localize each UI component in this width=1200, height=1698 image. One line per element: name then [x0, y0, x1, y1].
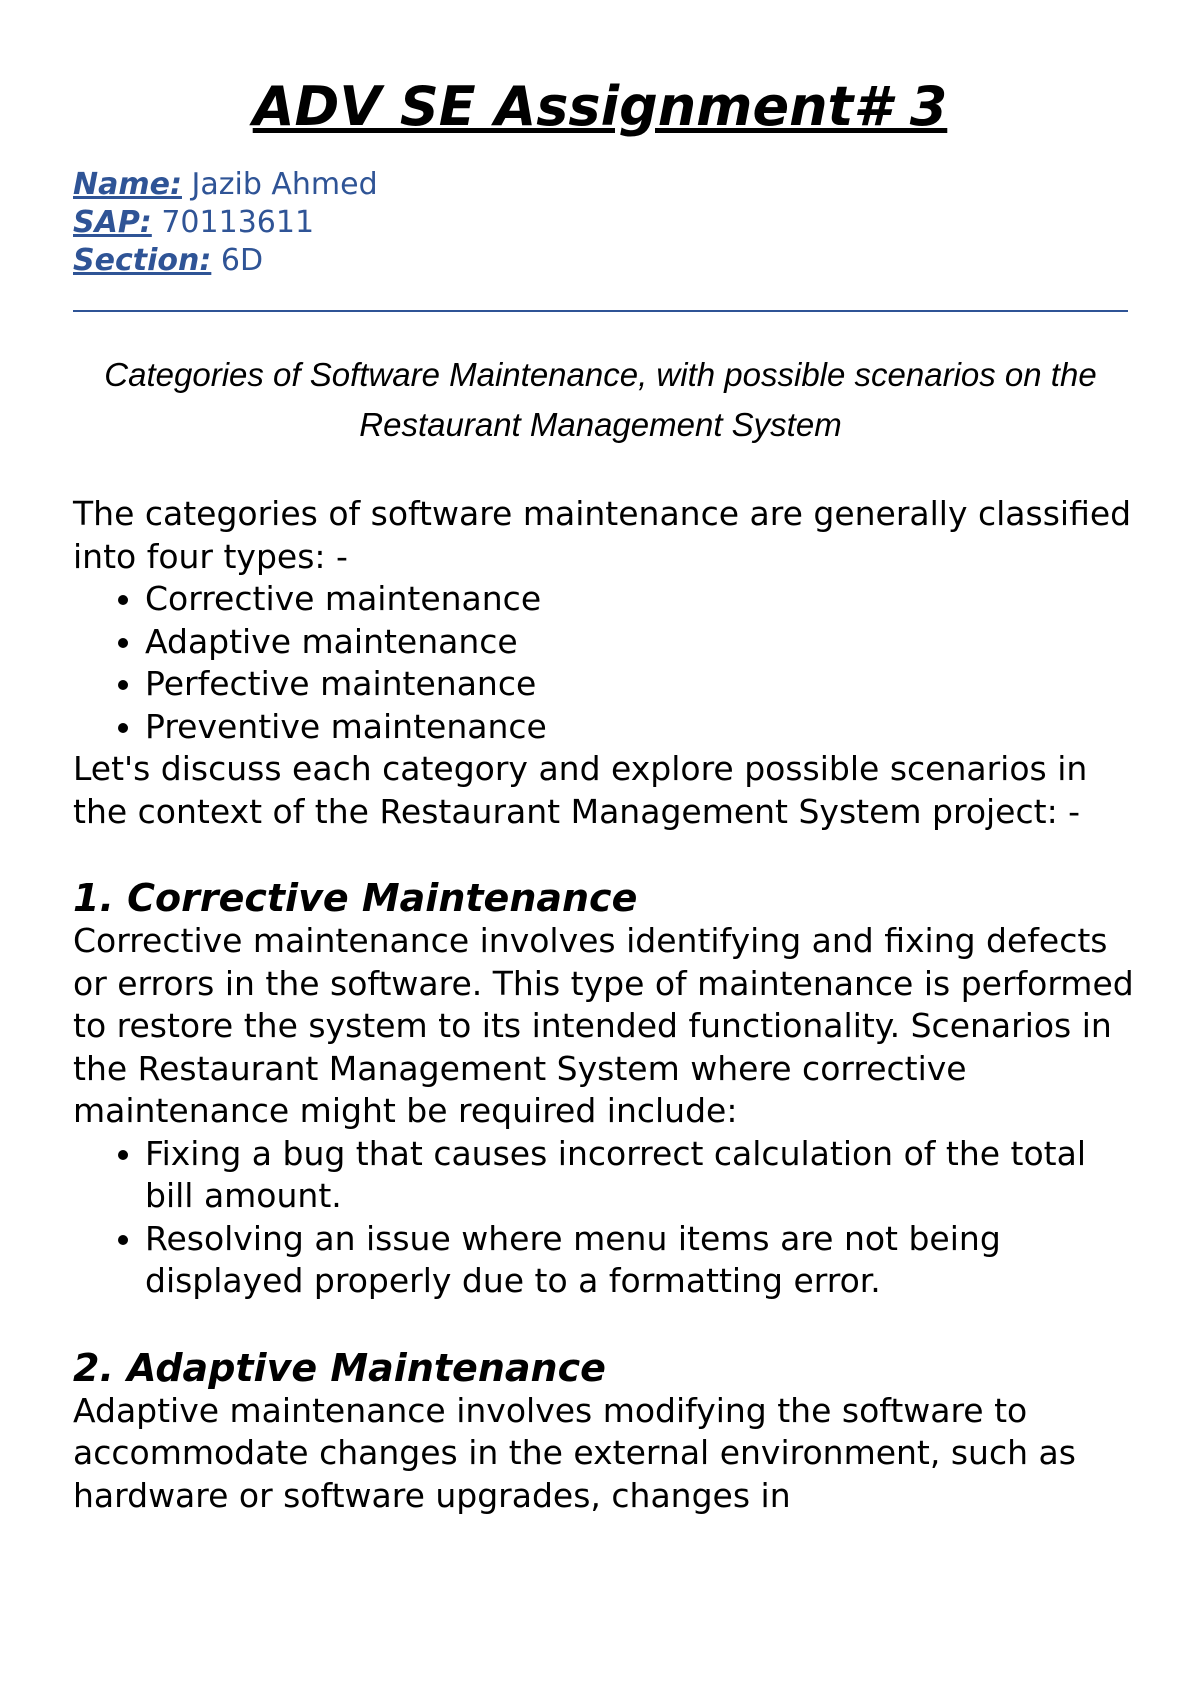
student-info	[73, 166, 378, 280]
list-item: • Adaptive maintenance	[145, 621, 1143, 664]
section-line	[73, 242, 378, 280]
document-body	[73, 493, 1143, 1517]
list-item: • Perfective maintenance	[145, 663, 1143, 706]
corrective-paragraph: Corrective maintenance involves identifying and fixing defects or errors in the software. This type of maintenance is performed to restore the system to its intended functionality. Scenarios in the Restaurant Management System where corrective maintenance might be required include:	[73, 921, 1134, 1130]
section-value: 6D	[211, 243, 264, 278]
section-label: Section:	[73, 243, 212, 278]
list-item: • Resolving an issue where menu items are not being displayed properly due to a formatting error.	[145, 1218, 1143, 1303]
sap-line	[73, 204, 378, 242]
discussion-paragraph: Let's discuss each category and explore possible scenarios in the context of the Restaurant Management System project: -	[73, 749, 1088, 831]
list-item: • Preventive maintenance	[145, 706, 1143, 749]
horizontal-divider	[73, 310, 1128, 312]
corrective-scenarios-list	[73, 1133, 1143, 1303]
sap-value: 70113611	[151, 205, 315, 240]
name-line	[73, 166, 378, 204]
categories-list	[73, 578, 1143, 748]
adaptive-paragraph: Adaptive maintenance involves modifying the software to accommodate changes in the external environment, such as hardware or software upgrades, changes in	[73, 1390, 1076, 1515]
section-heading-adaptive: 2. Adaptive Maintenance	[73, 1345, 606, 1390]
list-item: • Fixing a bug that causes incorrect calculation of the total bill amount.	[145, 1133, 1143, 1218]
section-heading-corrective: 1. Corrective Maintenance	[73, 876, 638, 920]
sap-label: SAP:	[73, 205, 152, 240]
name-value: Jazib Ahmed	[181, 167, 378, 202]
document-title: ADV SE Assignment# 3	[252, 75, 948, 138]
intro-paragraph: The categories of software maintenance are generally classified into four types: -	[73, 494, 1132, 576]
list-item: • Corrective maintenance	[145, 578, 1143, 621]
document-subtitle: Categories of Software Maintenance, with possible scenarios on the Restaurant Management System	[104, 356, 1097, 443]
name-label: Name:	[73, 167, 182, 202]
